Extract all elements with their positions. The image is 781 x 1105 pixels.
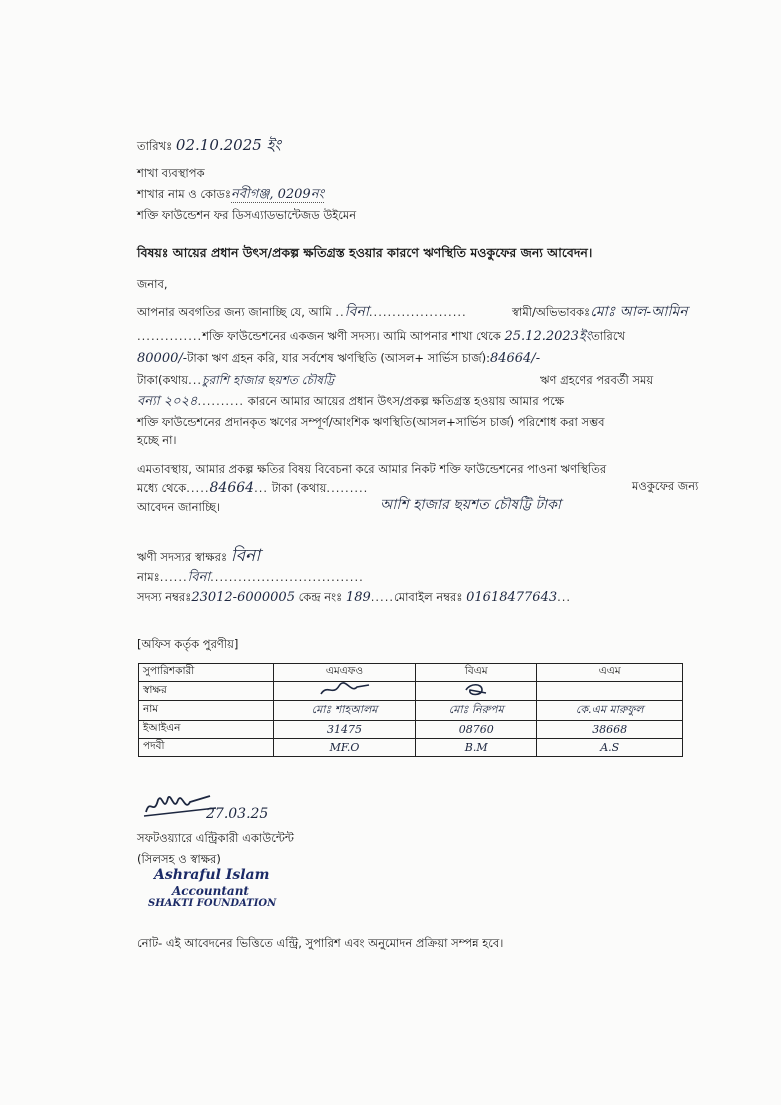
col-header: সুপারিশকারী xyxy=(139,664,274,682)
am-signature xyxy=(537,682,683,701)
member-name: বিনা xyxy=(187,570,211,585)
para1-line4 xyxy=(137,373,334,387)
row-label: স্বাক্ষর xyxy=(139,682,274,701)
mobile-label: মোবাইল নম্বরঃ xyxy=(394,590,463,604)
am-ein: 38668 xyxy=(537,721,683,739)
member-name-line xyxy=(137,570,364,585)
am-name: কে.এম মারুফুল xyxy=(537,701,683,721)
waive-amount: 84664 xyxy=(209,480,255,496)
bm-signature xyxy=(416,682,537,701)
guardian-name: মোঃ আল-আমিন xyxy=(590,304,688,320)
para1-line5 xyxy=(137,394,564,409)
loan-amount: 80000/- xyxy=(137,351,188,366)
para1-line4-right: ঋণ গ্রহণের পরবর্তী সময় xyxy=(540,373,654,387)
para1-line3 xyxy=(137,351,540,366)
row-label: পদবী xyxy=(139,739,274,757)
member-signature: বিনা xyxy=(230,546,261,566)
waive-amount-words: আশি হাজার ছয়শত চৌষট্টি টাকা xyxy=(380,497,561,513)
office-table xyxy=(138,663,683,757)
subject-line: বিষয়ঃ আয়ের প্রধান উৎস/প্রকল্প ক্ষতিগ্রস্ত হওয়ার কারণে ঋণস্থিতি মওকুফের জন্য আবেদন। xyxy=(137,245,593,260)
col-header: এমএফও xyxy=(274,664,416,682)
dots: ..... xyxy=(370,590,395,604)
bm-ein: 08760 xyxy=(416,721,537,739)
member-name-label: নামঃ xyxy=(137,570,160,584)
para1-line7: হচ্ছে না। xyxy=(137,433,177,447)
org-line: শক্তি ফাউন্ডেশন ফর ডিসএ্যাডভান্টেজড উইমেন xyxy=(137,208,357,222)
stamp-org: SHAKTI FOUNDATION xyxy=(148,898,277,909)
para1-line1 xyxy=(137,305,467,319)
loan-date: 25.12.2023ইং xyxy=(504,329,592,344)
balance-in-words: চুরাশি হাজার ছয়শত চৌষট্টি xyxy=(202,373,335,387)
para2-line1: এমতাবস্থায়, আমার প্রকল্প ক্ষতির বিষয় বিবেচনা করে আমার নিকট শক্তি ফাউন্ডেশনের পাওনা ঋণস্থিতির xyxy=(137,462,607,476)
loan-balance: 84664/- xyxy=(489,351,541,366)
mobile-number: 01618477643 xyxy=(466,590,558,605)
member-number: 23012-6000005 xyxy=(191,590,295,605)
dots: ... xyxy=(557,590,572,604)
dots: .. xyxy=(335,305,345,319)
stamp-name: Ashraful Islam xyxy=(154,867,270,883)
member-number-line xyxy=(137,590,571,605)
office-heading: [অফিস কর্তৃক পুরণীয়] xyxy=(137,637,239,651)
dots: ..... xyxy=(186,481,210,495)
dots: ... xyxy=(254,481,269,495)
dots: .......... xyxy=(197,394,245,408)
bm-designation: B.M xyxy=(416,739,537,757)
bm-name: মোঃ নিরুপম xyxy=(416,701,537,721)
para1-text-b: শক্তি ফাউন্ডেশনের একজন ঋণী সদস্য। আমি আপনার শাখা থেকে xyxy=(202,329,501,343)
dots: ...... xyxy=(159,570,188,584)
table-row xyxy=(139,682,683,701)
center-number: 189 xyxy=(345,590,371,605)
guardian-label: স্বামী/অভিভাবকঃ xyxy=(512,305,591,319)
member-number-label: সদস্য নম্বরঃ xyxy=(137,590,192,604)
am-designation: A.S xyxy=(537,739,683,757)
col-header: বিএম xyxy=(416,664,537,682)
member-signature-line xyxy=(137,546,261,566)
center-label: কেন্দ্র নংঃ xyxy=(298,590,343,604)
para2-text-a: মধ্যে থেকে xyxy=(137,481,187,495)
accountant-line2: (সিলসহ ও স্বাক্ষর) xyxy=(137,852,221,866)
para1-line6: শক্তি ফাউন্ডেশনের প্রদানকৃত ঋণের সম্পূর্ণ/আংশিক ঋণস্থিতি(আসল+সার্ভিস চার্জ) পরিশোধ করা সম্ভব xyxy=(137,415,605,429)
row-label: নাম xyxy=(139,701,274,721)
dots: ..................... xyxy=(368,305,467,319)
mfo-ein: 31475 xyxy=(274,721,416,739)
note-line: নোট- এই আবেদনের ভিত্তিতে এন্ট্রি, সুপারিশ এবং অনুমোদন প্রক্রিয়া সম্পন্ন হবে। xyxy=(137,936,504,950)
damage-reason: বন্যা ২০২৪ xyxy=(137,394,198,409)
para2-line2-right: মওকুফের জন্য xyxy=(632,479,699,493)
branch-label: শাখার নাম ও কোডঃ xyxy=(137,187,232,201)
dots: ................................. xyxy=(210,570,364,584)
mfo-signature xyxy=(274,682,416,701)
signature-scribble-icon xyxy=(456,682,496,697)
row-label: ইআইএন xyxy=(139,721,274,739)
para1-text-a: আপনার অবগতির জন্য জানাচ্ছি যে, আমি xyxy=(137,305,332,319)
para2-text-b: টাকা (কথায় xyxy=(271,481,327,495)
accountant-line1: সফটওয়্যারে এন্ট্রিকারী একাউন্টেন্ট xyxy=(137,831,294,845)
para2-line2 xyxy=(137,481,368,495)
dots: ......... xyxy=(326,481,369,495)
member-signature-label: ঋণী সদস্যর স্বাক্ষরঃ xyxy=(137,550,228,564)
col-header: এএম xyxy=(537,664,683,682)
para1-text-c: তারিখে xyxy=(591,329,626,343)
para2-line3: আবেদন জানাচ্ছি। xyxy=(137,500,221,514)
date-label: তারিখঃ xyxy=(137,139,173,153)
salutation: জনাব, xyxy=(137,277,168,291)
table-row xyxy=(139,721,683,739)
mfo-name: মোঃ শাহআলম xyxy=(274,701,416,721)
dots: .............. xyxy=(137,329,203,343)
table-header-row xyxy=(139,664,683,682)
table-row xyxy=(139,701,683,721)
para1-text-e: টাকা(কথায় xyxy=(137,373,189,387)
para1-line2 xyxy=(137,329,625,344)
branch-value: নবীগঞ্জ, 0209নং xyxy=(231,187,325,202)
accountant-sign-date: 27.03.25 xyxy=(206,806,269,822)
para1-text-f: কারনে আমার আয়ের প্রধান উৎস/প্রকল্প ক্ষতিগ্রস্ত হওয়ায় আমার পক্ষে xyxy=(247,394,565,408)
table-row xyxy=(139,739,683,757)
mfo-designation: MF.O xyxy=(274,739,416,757)
para1-text-d: টাকা ঋণ গ্রহন করি, যার সর্বশেষ ঋণস্থিতি (আসল+ সার্ভিস চার্জ): xyxy=(187,351,490,365)
addressee-line1: শাখা ব্যবস্থাপক xyxy=(137,166,205,180)
dots: ... xyxy=(188,373,203,387)
signature-scribble-icon xyxy=(315,682,375,697)
applicant-name: বিনা xyxy=(344,304,369,320)
branch-line xyxy=(137,187,324,202)
date-line xyxy=(137,138,281,153)
stamp-title: Accountant xyxy=(172,884,249,898)
para1-guardian xyxy=(512,305,688,319)
date-value: 02.10.2025 ইং xyxy=(175,136,281,154)
